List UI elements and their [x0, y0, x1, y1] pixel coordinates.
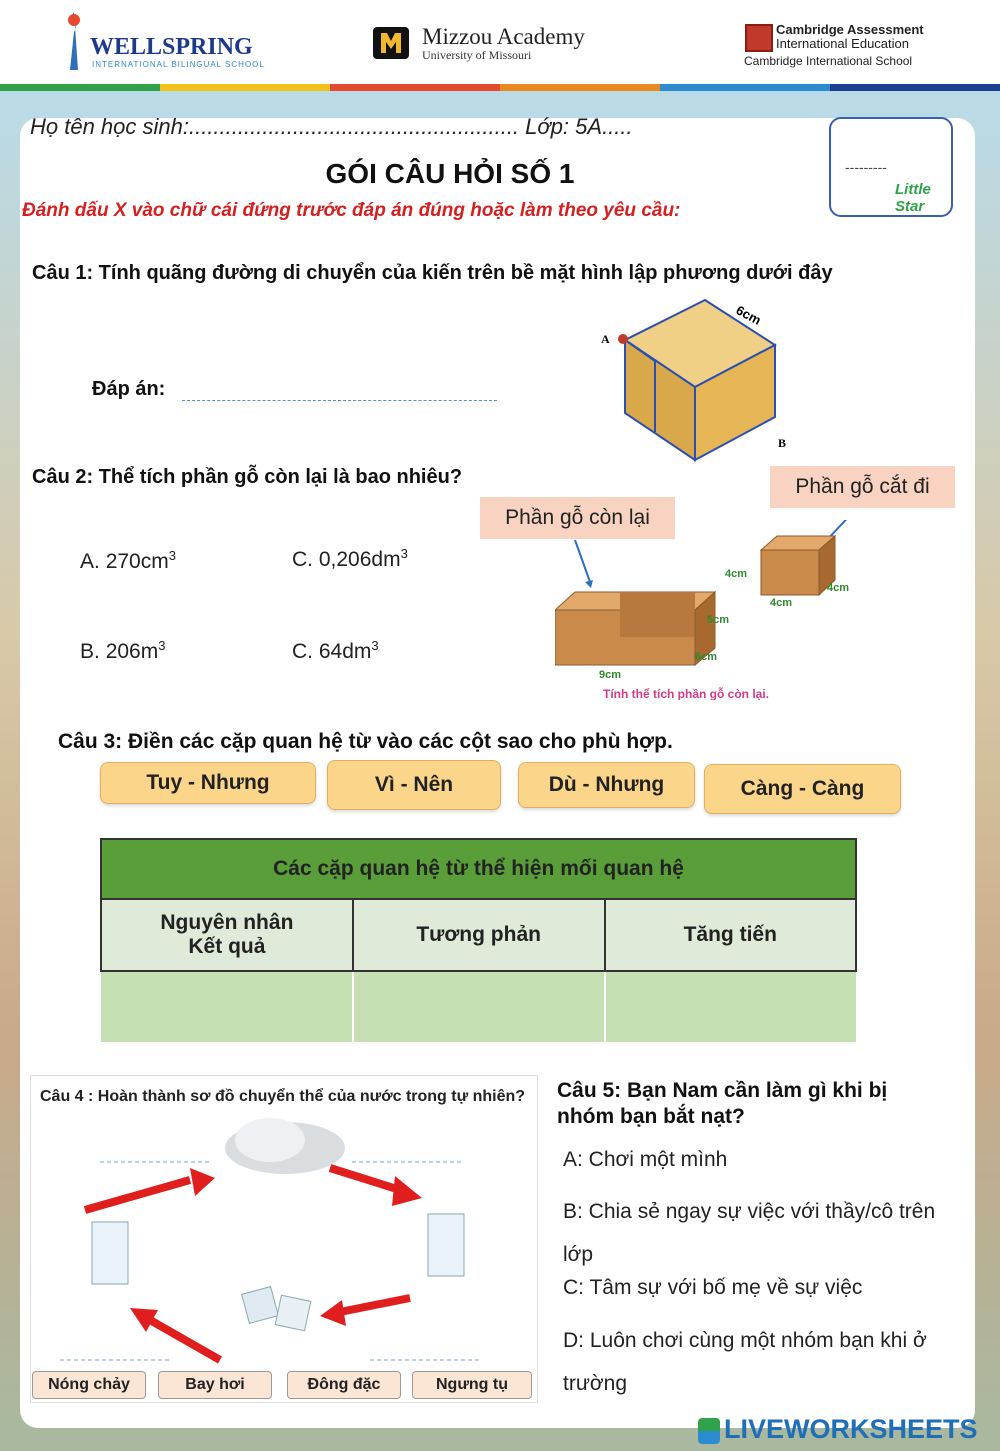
callout-cut: Phần gỗ cắt đi	[770, 466, 955, 508]
pair-tuy-nhung[interactable]: Tuy - Nhưng	[100, 762, 316, 804]
cube-edge-label: 6cm	[733, 302, 764, 328]
q2-option-b[interactable]: B. $206m^3$	[80, 638, 166, 663]
q5-option-a[interactable]: A: Chơi một mình	[563, 1148, 728, 1171]
table-title: Các cặp quan hệ từ thể hiện mối quan hệ	[101, 839, 856, 899]
color-stripe	[0, 84, 1000, 91]
q2-option-c2[interactable]: C. $64dm^3$	[292, 638, 379, 663]
q1-answer-input[interactable]	[186, 376, 500, 402]
mizzou-name: Mizzou Academy	[422, 24, 585, 49]
cube-label-a: A	[601, 332, 610, 346]
col-contrast: Tương phản	[353, 899, 605, 971]
bank-ngung-tu[interactable]: Ngưng tụ	[412, 1371, 532, 1399]
dim-9cm: 9cm	[599, 669, 622, 681]
score-box	[829, 117, 953, 217]
header-bar	[0, 0, 1000, 86]
wellspring-name: WELLSPRING	[90, 34, 253, 60]
drop-cause-effect[interactable]	[101, 971, 353, 1042]
torch-icon	[60, 10, 88, 74]
q2-option-c1[interactable]: C. $0,206dm^3$	[292, 546, 408, 571]
bank-dong-dac[interactable]: Đông đặc	[287, 1371, 401, 1399]
cube-figure	[595, 295, 800, 465]
q1-answer-label: Đáp án:	[92, 378, 166, 400]
cube-label-b: B	[778, 436, 787, 450]
dim-4cm-c: 4cm	[827, 582, 850, 594]
pair-du-nhung[interactable]: Dù - Nhưng	[518, 762, 695, 808]
q2-option-a[interactable]: A. $270cm^3$	[80, 548, 176, 573]
score-dash: ---------	[845, 159, 887, 175]
col-cause-effect: Nguyên nhân Kết quả	[101, 899, 353, 971]
glass-right-icon	[428, 1214, 464, 1276]
student-name-line: Họ tên học sinh:...................................................... Lớp: 5A.....	[30, 114, 633, 139]
water-cycle-diagram	[30, 1110, 536, 1370]
cambridge-line3: Cambridge International School	[744, 54, 913, 68]
glass-left-icon	[92, 1222, 128, 1284]
drop-progression[interactable]	[605, 971, 856, 1042]
ant-icon	[618, 334, 628, 344]
little-star-logo: Little Star	[895, 181, 931, 215]
q5-option-d[interactable]: D: Luôn chơi cùng một nhóm bạn khi ở trường	[563, 1329, 927, 1395]
page-title: GÓI CÂU HỎI SỐ 1	[325, 158, 575, 189]
pair-cang-cang[interactable]: Càng - Càng	[704, 764, 901, 814]
arrow-condense-icon	[392, 1176, 422, 1206]
arrow-freeze-icon	[320, 1300, 346, 1326]
col-progression: Tăng tiến	[605, 899, 856, 971]
bank-nong-chay[interactable]: Nóng chảy	[32, 1371, 146, 1399]
mizzou-shield-icon	[373, 27, 409, 59]
liveworksheets-logo-icon	[698, 1418, 720, 1444]
arrow-evaporate-icon	[190, 1168, 215, 1196]
drop-contrast[interactable]	[353, 971, 605, 1042]
ice-icon	[242, 1287, 279, 1324]
wellspring-logo	[60, 10, 88, 79]
q3-text: Câu 3: Điền các cặp quan hệ từ vào các cột sao cho phù hợp.	[58, 730, 673, 753]
wellspring-sub: INTERNATIONAL BILINGUAL SCHOOL	[92, 60, 265, 69]
mizzou-sub: University of Missouri	[422, 48, 532, 62]
callout-remaining: Phần gỗ còn lại	[480, 497, 675, 539]
cambridge-line1: Cambridge Assessment	[776, 22, 924, 37]
dim-4cm-a: 4cm	[725, 568, 748, 580]
instruction: Đánh dấu X vào chữ cái đứng trước đáp án đúng hoặc làm theo yêu cầu:	[22, 200, 681, 221]
cambridge-line2: International Education	[776, 36, 909, 51]
dim-6cm: 6cm	[695, 651, 718, 663]
q5-text: Câu 5: Bạn Nam cần làm gì khi bị nhóm bạn bắt nạt?	[557, 1079, 888, 1128]
dim-4cm-b: 4cm	[770, 597, 793, 609]
q2-text: Câu 2: Thể tích phần gỗ còn lại là bao nhiêu?	[32, 466, 463, 488]
q4-text: Câu 4 : Hoàn thành sơ đồ chuyển thể của nước trong tự nhiên?	[40, 1088, 526, 1105]
liveworksheets-brand: LIVEWORKSHEETS	[724, 1414, 978, 1444]
wood-caption: Tính thể tích phần gỗ còn lại.	[603, 687, 769, 700]
dim-5cm: 5cm	[707, 614, 730, 626]
cambridge-crest-icon	[745, 24, 773, 52]
pair-vi-nen[interactable]: Vì - Nên	[327, 760, 501, 810]
bank-bay-hoi[interactable]: Bay hơi	[158, 1371, 272, 1399]
q1-text: Câu 1: Tính quãng đường di chuyển của kiến trên bề mặt hình lập phương dưới đây	[32, 262, 833, 284]
q5-option-c[interactable]: C: Tâm sự với bố mẹ về sự việc	[563, 1276, 863, 1299]
relation-table	[100, 838, 857, 1042]
wood-figure	[555, 520, 875, 700]
q5-option-b[interactable]: B: Chia sẻ ngay sự việc với thầy/cô trên lớp	[563, 1200, 936, 1266]
